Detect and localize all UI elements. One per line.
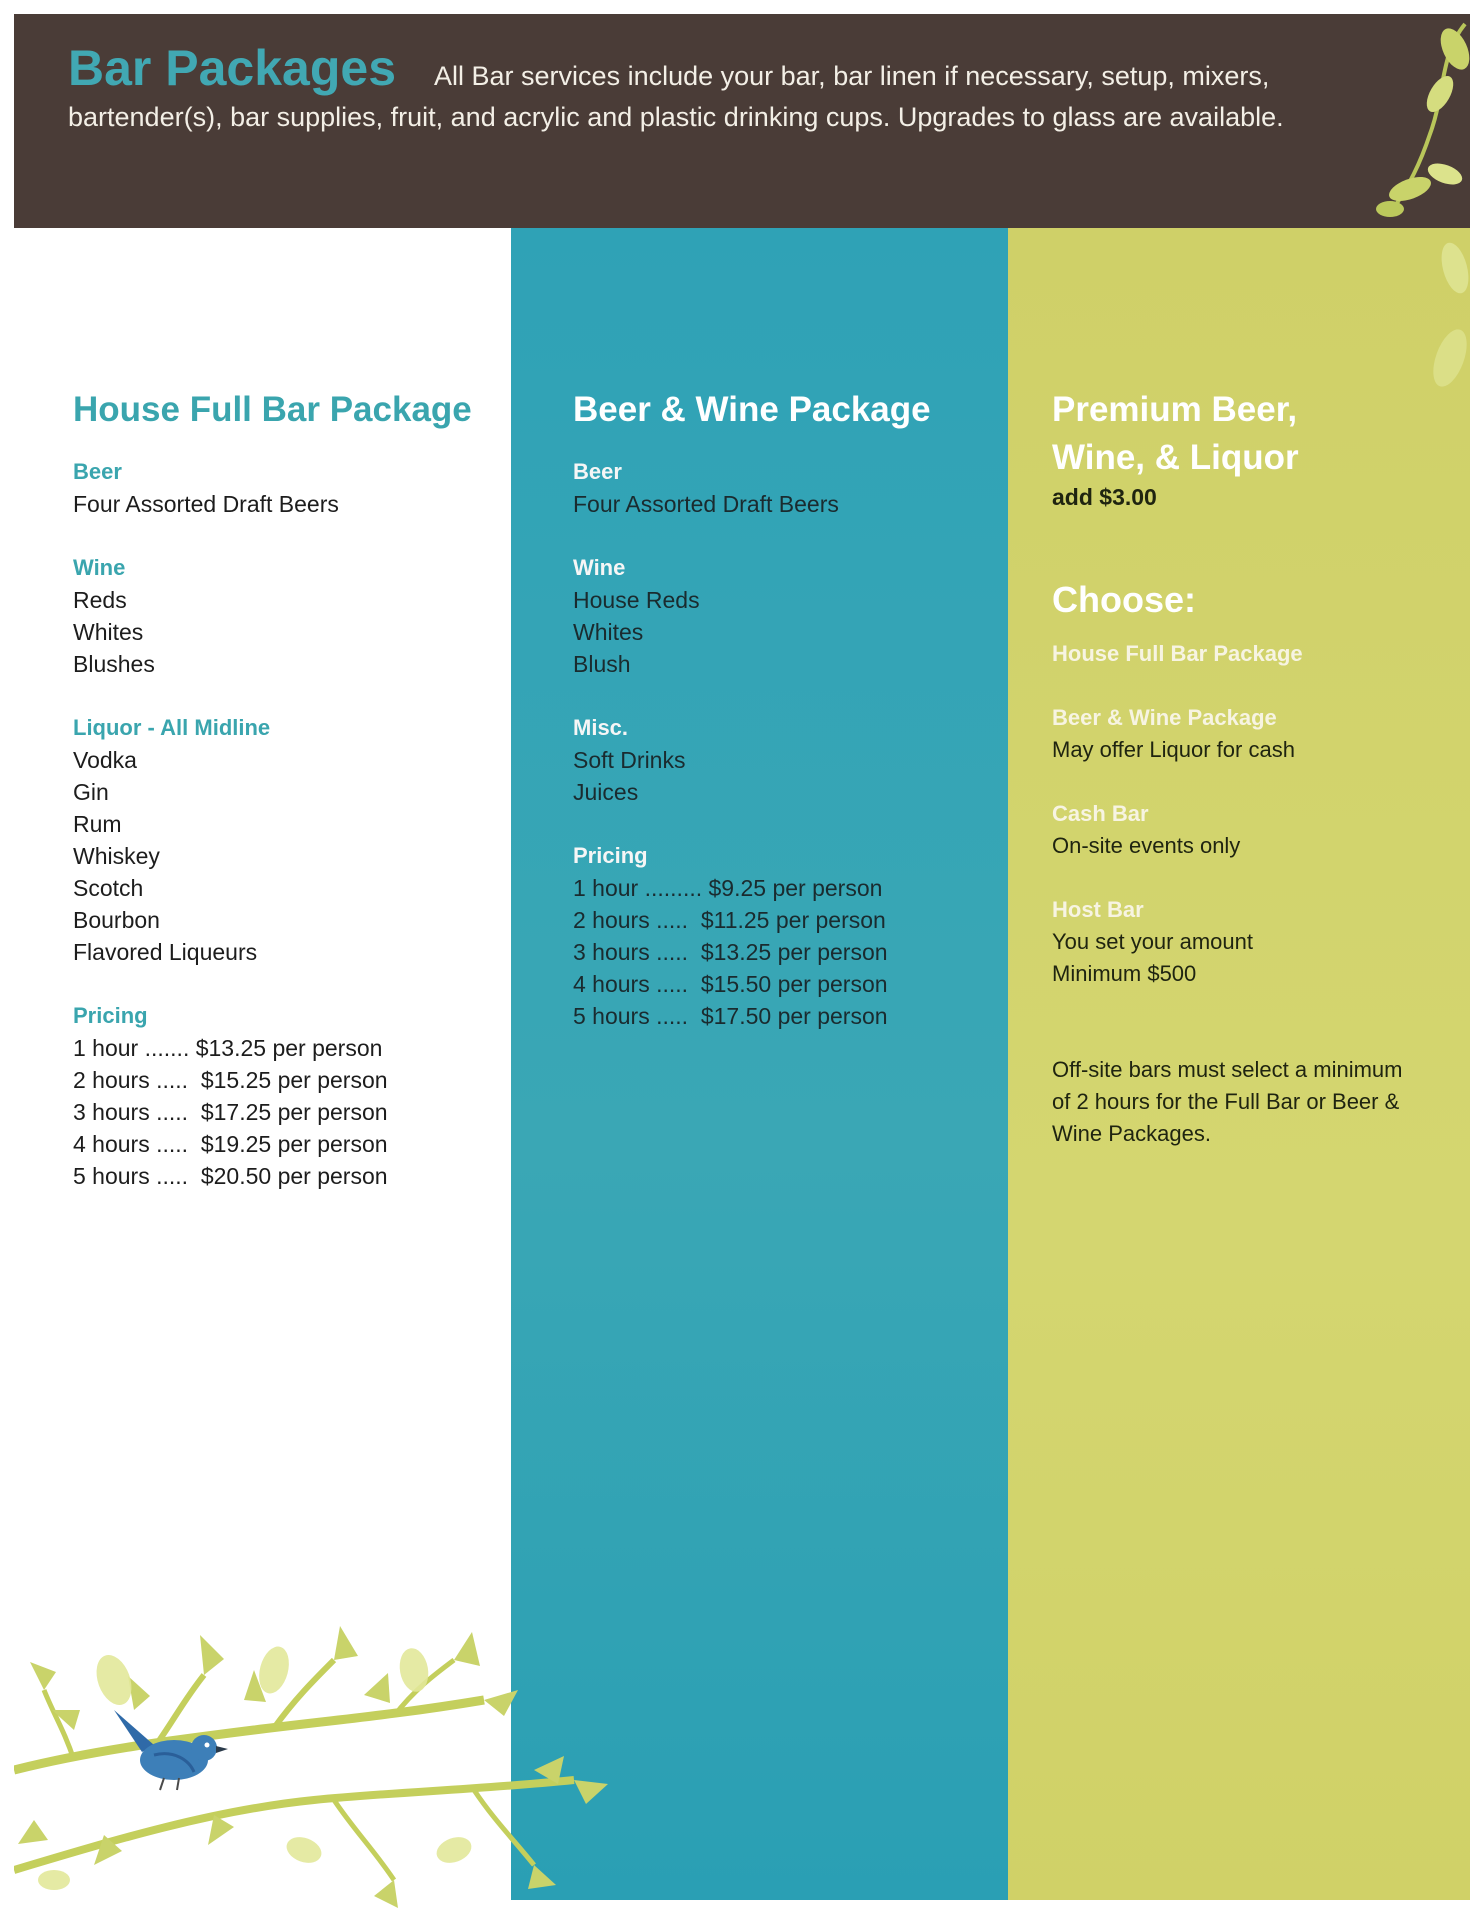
bw-wine-item: Whites: [573, 619, 644, 645]
header-text: [68, 40, 1398, 138]
premium-title-line2: Wine, & Liquor: [1052, 438, 1299, 477]
option-host-bar-body: You set your amount: [1052, 929, 1253, 954]
house-price-row: 1 hour ....... $13.25 per person: [73, 1035, 383, 1061]
bw-price-row: 1 hour ......... $9.25 per person: [573, 875, 883, 901]
house-wine-item: Reds: [73, 587, 127, 613]
house-liquor-item: Bourbon: [73, 907, 160, 933]
offsite-note-line: Wine Packages.: [1052, 1121, 1211, 1146]
option-house-heading: House Full Bar Package: [1052, 641, 1303, 666]
house-wine-heading: Wine: [73, 555, 126, 580]
bw-price-row: 5 hours ..... $17.50 per person: [573, 1003, 888, 1029]
page-title: Bar Packages: [68, 40, 397, 96]
header-description: All Bar services include your bar, bar linen if necessary, setup, mixers, bartender(s), bar supplies, fruit, and acrylic and plastic drinking cups. Upgrades to glass are available.: [68, 61, 1284, 132]
house-package-title: House Full Bar Package: [73, 390, 472, 429]
bw-beer-item: Four Assorted Draft Beers: [573, 491, 839, 517]
beer-wine-package: [573, 386, 993, 1032]
bw-misc-item: Soft Drinks: [573, 747, 686, 773]
premium-package: [1052, 386, 1452, 1150]
leaf-corner-decoration-icon: [1370, 14, 1470, 234]
option-host-bar-minimum: Minimum $500: [1052, 961, 1197, 986]
house-liquor-heading: Liquor - All Midline: [73, 715, 271, 740]
house-liquor-item: Scotch: [73, 875, 144, 901]
bw-price-row: 4 hours ..... $15.50 per person: [573, 971, 888, 997]
beer-wine-package-title: Beer & Wine Package: [573, 390, 931, 429]
bw-misc-heading: Misc.: [573, 715, 629, 740]
option-cash-bar-heading: Cash Bar: [1052, 801, 1149, 826]
option-cash-bar-body: On-site events only: [1052, 833, 1241, 858]
option-beer-wine-body: May offer Liquor for cash: [1052, 737, 1295, 762]
house-liquor-item: Vodka: [73, 747, 137, 773]
bw-price-row: 2 hours ..... $11.25 per person: [573, 907, 886, 933]
house-liquor-item: Whiskey: [73, 843, 160, 869]
offsite-note-line: of 2 hours for the Full Bar or Beer &: [1052, 1089, 1400, 1114]
house-liquor-item: Flavored Liqueurs: [73, 939, 258, 965]
option-beer-wine-heading: Beer & Wine Package: [1052, 705, 1277, 730]
house-liquor-item: Rum: [73, 811, 122, 837]
option-host-bar-heading: Host Bar: [1052, 897, 1144, 922]
house-price-row: 2 hours ..... $15.25 per person: [73, 1067, 388, 1093]
bw-pricing-heading: Pricing: [573, 843, 648, 868]
house-liquor-item: Gin: [73, 779, 109, 805]
premium-title-line1: Premium Beer,: [1052, 390, 1298, 429]
house-price-row: 4 hours ..... $19.25 per person: [73, 1131, 388, 1157]
house-price-row: 5 hours ..... $20.50 per person: [73, 1163, 388, 1189]
bw-wine-item: Blush: [573, 651, 631, 677]
bw-misc-item: Juices: [573, 779, 639, 805]
branch-with-bird-decoration-icon: [14, 1620, 634, 1910]
house-beer-item: Four Assorted Draft Beers: [73, 491, 339, 517]
premium-addon-price: add $3.00: [1052, 484, 1157, 510]
house-pricing-heading: Pricing: [73, 1003, 148, 1028]
offsite-note-line: Off-site bars must select a minimum: [1052, 1057, 1403, 1082]
bw-price-row: 3 hours ..... $13.25 per person: [573, 939, 888, 965]
bw-wine-item: House Reds: [573, 587, 700, 613]
house-wine-item: Whites: [73, 619, 144, 645]
bw-wine-heading: Wine: [573, 555, 626, 580]
bw-beer-heading: Beer: [573, 459, 622, 484]
house-wine-item: Blushes: [73, 651, 155, 677]
house-beer-heading: Beer: [73, 459, 122, 484]
house-price-row: 3 hours ..... $17.25 per person: [73, 1099, 388, 1125]
choose-heading: Choose:: [1052, 579, 1196, 620]
house-package: [73, 386, 503, 1192]
